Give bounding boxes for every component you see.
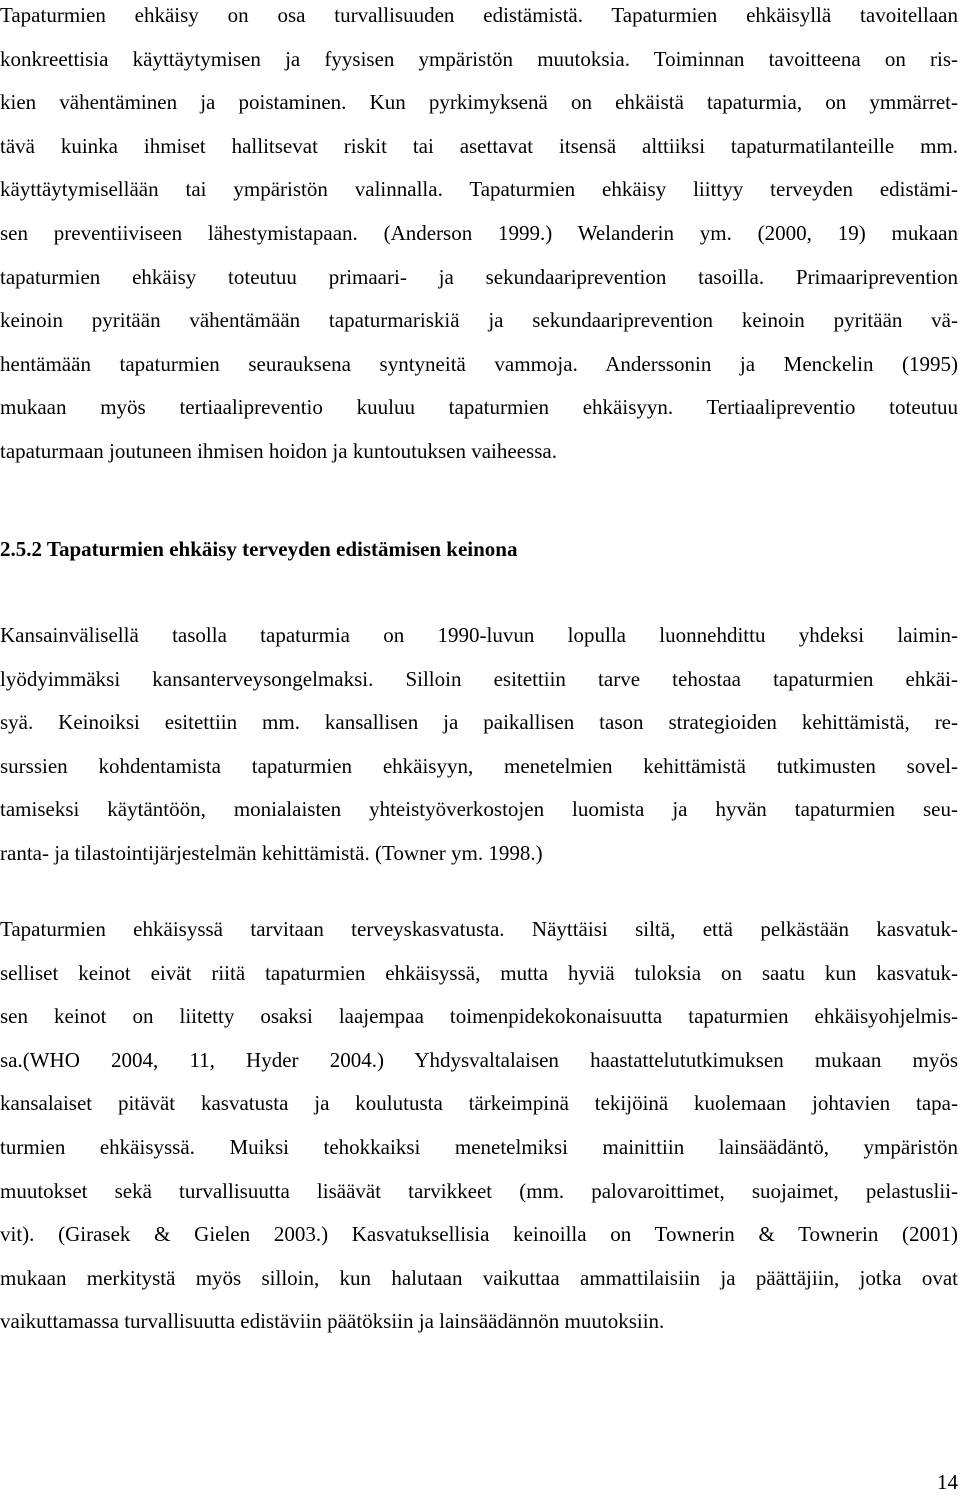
- text-line: syä. Keinoiksi esitettiin mm. kansallisen ja paikallisen tason strategioiden kehittämistä, re-: [0, 710, 958, 735]
- text-line: käyttäytymisellään tai ympäristön valinnalla. Tapaturmien ehkäisy liittyy terveyden edistämi-: [0, 177, 958, 202]
- text-line: sen preventiiviseen lähestymistapaan. (Anderson 1999.) Welanderin ym. (2000, 19) mukaan: [0, 220, 958, 245]
- text-line: selliset keinot eivät riitä tapaturmien ehkäisyssä, mutta hyviä tuloksia on saatu kun kasvatuk-: [0, 960, 958, 985]
- text-line: mukaan merkitystä myös silloin, kun halutaan vaikuttaa ammattilaisiin ja päättäjiin, jotka ovat: [0, 1265, 958, 1290]
- text-line: mukaan myös tertiaalipreventio kuuluu tapaturmien ehkäisyyn. Tertiaalipreventio toteutuu: [0, 395, 958, 420]
- text-line: turmien ehkäisyssä. Muiksi tehokkaiksi menetelmiksi mainittiin lainsäädäntö, ympäristön: [0, 1134, 958, 1159]
- text-line: lyödyimmäksi kansanterveysongelmaksi. Silloin esitettiin tarve tehostaa tapaturmien ehkäi-: [0, 666, 958, 691]
- text-line: hentämään tapaturmien seurauksena syntyneitä vammoja. Anderssonin ja Menckelin (1995): [0, 351, 958, 376]
- section-heading: 2.5.2 Tapaturmien ehkäisy terveyden edistämisen keinona: [0, 537, 518, 561]
- text-line: kansalaiset pitävät kasvatusta ja koulutusta tärkeimpinä tekijöinä kuolemaan johtavien tapa-: [0, 1091, 958, 1116]
- text-line: keinoin pyritään vähentämään tapaturmariskiä ja sekundaariprevention keinoin pyritään vä-: [0, 308, 958, 333]
- paragraph-accident-prevention-intro: [0, 0, 958, 474]
- text-line: ranta- ja tilastointijärjestelmän kehittämistä. (Towner ym. 1998.): [0, 840, 543, 865]
- text-line: surssien kohdentamista tapaturmien ehkäisyyn, menetelmien kehittämistä tutkimusten sovel-: [0, 753, 958, 778]
- paragraph-international-level: [0, 614, 958, 876]
- text-line: tamiseksi käytäntöön, monialaisten yhteistyöverkostojen luomista ja hyvän tapaturmien seu-: [0, 797, 958, 822]
- paragraph-health-education: [0, 908, 958, 1344]
- text-line: tävä kuinka ihmiset hallitsevat riskit tai asettavat itsensä alttiiksi tapaturmatilanteille mm.: [0, 133, 958, 158]
- text-line: vaikuttamassa turvallisuutta edistäviin päätöksiin ja lainsäädännön muutoksiin.: [0, 1309, 665, 1334]
- text-line: Tapaturmien ehkäisy on osa turvallisuuden edistämistä. Tapaturmien ehkäisyllä tavoitellaan: [0, 3, 958, 27]
- text-line: kien vähentäminen ja poistaminen. Kun pyrkimyksenä on ehkäistä tapaturmia, on ymmärret-: [0, 90, 958, 115]
- text-line: Kansainvälisellä tasolla tapaturmia on 1990-luvun lopulla luonnehdittu yhdeksi laimin-: [0, 623, 958, 647]
- text-line: sa.(WHO 2004, 11, Hyder 2004.) Yhdysvaltalaisen haastattelututkimuksen mukaan myös: [0, 1047, 958, 1072]
- text-line: vit). (Girasek & Gielen 2003.) Kasvatuksellisia keinoilla on Townerin & Townerin (2001): [0, 1222, 958, 1247]
- text-line: tapaturmien ehkäisy toteutuu primaari- ja sekundaariprevention tasoilla. Primaariprevention: [0, 264, 958, 289]
- page-number: 14: [937, 1470, 958, 1494]
- text-line: sen keinot on liitetty osaksi laajempaa toimenpidekokonaisuutta tapaturmien ehkäisyohjelmis-: [0, 1004, 958, 1029]
- text-line: konkreettisia käyttäytymisen ja fyysisen ympäristön muutoksia. Toiminnan tavoitteena on ris-: [0, 46, 958, 71]
- text-line: tapaturmaan joutuneen ihmisen hoidon ja kuntoutuksen vaiheessa.: [0, 438, 557, 463]
- text-line: Tapaturmien ehkäisyssä tarvitaan terveyskasvatusta. Näyttäisi siltä, että pelkästään kasvatuk-: [0, 917, 958, 941]
- text-line: muutokset sekä turvallisuutta lisäävät tarvikkeet (mm. palovaroittimet, suojaimet, pelastuslii-: [0, 1178, 958, 1203]
